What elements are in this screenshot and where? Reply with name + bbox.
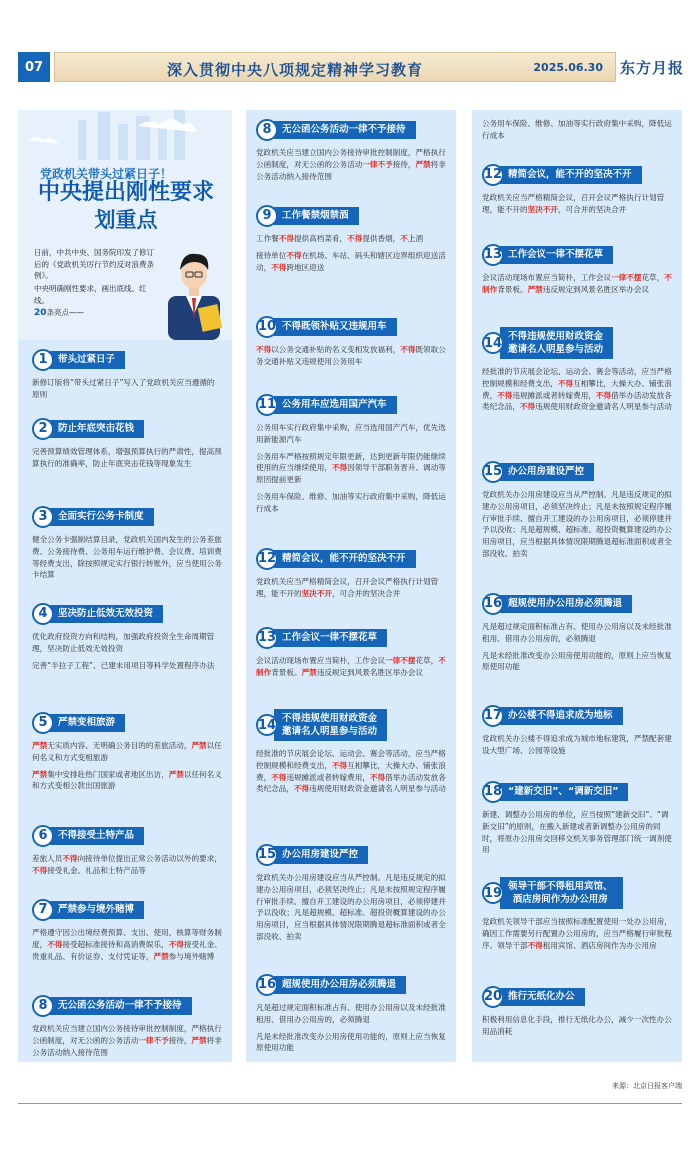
- item-3: [32, 505, 224, 581]
- intro-line: 日前，中共中央、国务院印发了修订后的《党政机关厉行节约反对浪费条例》。: [34, 248, 154, 281]
- item-number: 14: [482, 332, 504, 354]
- item-title: 无公函公务活动一律不予接待: [50, 997, 192, 1015]
- column-middle: [246, 110, 456, 1062]
- item-title: 公务用车应选用国产汽车: [274, 396, 397, 414]
- item-number: 9: [256, 205, 278, 227]
- item-title: 领导干部不得租用宾馆、 酒店房间作为办公用房: [500, 877, 623, 909]
- item-11: [256, 393, 450, 514]
- item-title: 超规使用办公用房必须腾退: [274, 976, 406, 994]
- item-title: 不得违规使用财政资金 邀请名人明星参与活动: [500, 327, 613, 359]
- item-title: 超规使用办公用房必须腾退: [500, 595, 632, 613]
- item-body: 优化政府投资方向和结构，加强政府投资全生命周期管理，坚决防止低效无效投资 完善“半拉子工程”、已建未用项目等科学处置程序办法: [32, 632, 215, 670]
- item-body: 会议活动现场布置应当简朴，工作会议一律不摆花草，不制作背景板。严禁违反规定到风景名胜区举办会议: [482, 273, 672, 294]
- item-14-repeat: [482, 326, 676, 413]
- item-number: 5: [32, 712, 54, 734]
- item-number: 19: [482, 882, 504, 904]
- item-4: [32, 602, 224, 671]
- item-body: 差旅人员不得向接待单位提出正常公务活动以外的要求，不得接受礼金、礼品和土特产品等: [32, 854, 222, 875]
- item-12: [256, 547, 450, 600]
- item-number: 13: [482, 244, 504, 266]
- item-body: 党政机关应当建立国内公务接待审批控制制度，严格执行公函制度，对无公函的公务活动一律不予接待，严禁将非公务活动纳入接待范围: [256, 148, 446, 181]
- item-16-repeat: [482, 592, 676, 673]
- item-body: 严格遵守因公出境经费预算、支出、使用、核算等财务制度，不得接受超标准接待和高消费娱乐，不得接受礼金、贵重礼品、有价证券、支付凭证等，严禁参与境外赌博: [32, 928, 222, 961]
- item-17: [482, 704, 676, 757]
- item-title: 精简会议，能不开的坚决不开: [274, 550, 416, 568]
- brand-logo: 东方月报: [620, 58, 685, 77]
- item-title: 全面实行公务卡制度: [50, 508, 154, 526]
- header-date: 2025.06.30: [533, 61, 603, 74]
- item-number: 8: [32, 995, 54, 1017]
- item-body: 完善预算绩效管理体系，增强预算执行的严肃性，提高预算执行的准确率，防止年底突击花钱等现象发生: [32, 447, 222, 468]
- item-number: 8: [256, 119, 278, 141]
- item-body: 严禁无实质内容、无明确公务目的的差旅活动，严禁以任何名义和方式变相旅游 严禁集中安排赴热门国家或者地区出访，严禁以任何名义和方式变相公款出国旅游: [32, 741, 222, 791]
- item-body: 健全公务卡强制结算目录，党政机关国内发生的公务差旅费、公务接待费、公务用车运行维护费、会议费、培训费等经费支出，除按照规定实行银行转账外，应当使用公务卡结算: [32, 535, 222, 580]
- item-title: 办公用房建设严控: [274, 846, 368, 864]
- source-credit: 来源：北京日报客户端: [612, 1082, 682, 1090]
- header-banner: [54, 52, 616, 82]
- item-body: 不得以公务交通补贴的名义变相发放福利，不得既领取公务交通补贴又违规使用公务用车: [256, 345, 446, 366]
- item-title: 防止年底突击花钱: [50, 420, 144, 438]
- item-8-left: [32, 994, 224, 1058]
- item-title: 推行无纸化办公: [500, 988, 585, 1006]
- item-title: 工作餐禁烟禁酒: [274, 207, 359, 225]
- item-number: 6: [32, 825, 54, 847]
- item-title: 办公用房建设严控: [500, 463, 594, 481]
- item-number: 15: [256, 844, 278, 866]
- item-number: 2: [32, 418, 54, 440]
- item-body: 经批准的节庆展会论坛、运动会、赛会等活动，应当严格控制规模和经费支出，不得互相攀比，大操大办、铺张浪费，不得违规摊派或者转嫁费用，不得借举办活动发放各类纪念品，不得违规使用财政资金邀请名人明星参与活动: [482, 367, 672, 412]
- item-number: 3: [32, 506, 54, 528]
- item-14: [256, 708, 450, 795]
- item-number: 7: [32, 899, 54, 921]
- intro-panel: [18, 110, 232, 340]
- item-title: 不得既领补贴又违规用车: [274, 318, 397, 336]
- item-6: [32, 824, 224, 877]
- column-right: [472, 110, 682, 1062]
- item-body: 党政机关领导干部应当按照标准配置使用一处办公用房，确因工作需要另行配置办公用房的，应当严格履行审批程序。领导干部不得租用宾馆、酒店房间作为办公用房: [482, 917, 672, 950]
- item-body: 凡是超过规定面积标准占有、使用办公用房以及未经批准租用、借用办公用房的，必须腾退 凡是未经批准改变办公用房使用功能的，原则上应当恢复原使用功能: [482, 622, 672, 672]
- item-body: 会议活动现场布置应当简朴，工作会议一律不摆花草，不制作背景板。严禁违反规定到风景名胜区举办会议: [256, 656, 446, 677]
- intro-subtitle: 划重点: [94, 208, 158, 232]
- item-20: [482, 985, 676, 1038]
- item-title: 严禁变相旅游: [50, 714, 125, 732]
- item-title: 坚决防止低效无效投资: [50, 605, 163, 623]
- item-body: 经批准的节庆展会论坛、运动会、赛会等活动，应当严格控制规模和经费支出，不得互相攀比，大操大办、铺张浪费，不得违规摊派或者转嫁费用，不得借举办活动发放各类纪念品，不得违规使用财政资金邀请名人明星参与活动: [256, 749, 446, 794]
- item-number: 11: [256, 394, 278, 416]
- intro-title: 中央提出刚性要求: [37, 180, 214, 205]
- item-15: [256, 843, 450, 943]
- item-13: [256, 626, 450, 679]
- page-header: [18, 52, 684, 82]
- header-title: 深入贯彻中央八项规定精神学习教育: [166, 61, 423, 79]
- item-12-repeat: [482, 163, 676, 216]
- item-number: 16: [256, 974, 278, 996]
- item-title: 工作会议一律不摆花草: [500, 246, 613, 264]
- item-5: [32, 711, 224, 792]
- item-title: 不得违规使用财政资金 邀请名人明星参与活动: [274, 709, 387, 741]
- item-7: [32, 898, 224, 962]
- item-body: 积极利用信息化手段，推行无纸化办公，减少一次性办公用品消耗: [482, 1015, 672, 1036]
- item-13-repeat: [482, 243, 676, 296]
- item-number: 16: [482, 593, 504, 615]
- item-9: [256, 204, 450, 273]
- item-16: [256, 973, 450, 1054]
- item-number: 1: [32, 349, 54, 371]
- item-body: 凡是超过规定面积标准占有、使用办公用房以及未经批准租用、借用办公用房的，必须腾退 凡是未经批准改变办公用房使用功能的，原则上应当恢复原使用功能: [256, 1003, 446, 1053]
- column-left: [18, 110, 232, 1062]
- item-body: 新修订版将“带头过紧日子”写入了党政机关应当遵循的原则: [32, 378, 215, 399]
- intro-line: 中央明确刚性要求，画出底线、红线。: [34, 283, 147, 305]
- item-number: 12: [256, 548, 278, 570]
- item-1: [32, 348, 224, 401]
- intro-count: 20条亮点——: [34, 308, 85, 319]
- footer-divider: [18, 1103, 682, 1104]
- official-illustration-icon: [156, 240, 232, 340]
- item-title: 工作会议一律不摆花草: [274, 629, 387, 647]
- item-number: 15: [482, 461, 504, 483]
- item-number: 18: [482, 781, 504, 803]
- item-body: 公务用车实行政府集中采购，应当选用国产汽车，优先选用新能源汽车 公务用车严格按照规定年限更新，达到更新年限仍能继续使用的应当继续使用，不得因领导干部职务晋升、调动等原因提前更新 公务用车保险、维修、加油等实行政府集中采购，降低运行成本: [256, 423, 446, 513]
- item-title: 精简会议，能不开的坚决不开: [500, 166, 642, 184]
- item-body: 党政机关应当建立国内公务接待审批控制制度，严格执行公函制度，对无公函的公务活动一律不予接待，严禁将非公务活动纳入接待范围: [32, 1024, 222, 1057]
- item-number: 17: [482, 705, 504, 727]
- item-number: 12: [482, 164, 504, 186]
- item-number: 4: [32, 603, 54, 625]
- item-number: 10: [256, 316, 278, 338]
- item-body: 新建、调整办公用房的单位，应当按照“建新交旧”、“调新交旧”的原则，在搬入新建或者新调整办公用房的同时，将原办公用房交回移交机关事务管理部门统一调剂使用: [482, 810, 672, 855]
- item-2: [32, 417, 224, 470]
- item-15-repeat: [482, 460, 676, 560]
- item-body: 党政机关办公楼不得追求成为城市地标建筑，严禁配套建设大型广场、公园等设施: [482, 734, 672, 755]
- item-8: [256, 118, 450, 182]
- item-19: [482, 876, 676, 951]
- item-title: 带头过紧日子: [50, 351, 125, 369]
- item-title: “建新交旧”、“调新交旧”: [500, 783, 628, 801]
- item-title: 严禁参与境外赌博: [50, 901, 144, 919]
- item-body: 公务用车保险、维修、加油等实行政府集中采购，降低运行成本: [482, 119, 672, 140]
- item-title: 无公函公务活动一律不予接待: [274, 121, 416, 139]
- item-title: 不得接受土特产品: [50, 827, 144, 845]
- item-body: 党政机关办公用房建设应当从严控制。凡是违反规定的拟建办公用房项目，必须坚决终止；凡是未按照规定程序履行审批手续、擅自开工建设的办公用房项目，必须停建并予以没收；凡是超规模、超标准、超投资概算建设的办公用房项目，应当根据具体情况限期腾退超标准面积或者全部没收、拍卖: [482, 490, 672, 558]
- item-18: [482, 780, 676, 856]
- item-body: 工作餐不得提供高档菜肴，不得提供香烟，不上酒 接待单位不得在机场、车站、码头和辖区边界组织迎送活动，不得跨地区迎送: [256, 234, 446, 272]
- intro-kicker: 党政机关带头过紧日子！: [40, 167, 173, 181]
- item-body: 党政机关应当严格精简会议，召开会议严格执行计划管理，能不开的坚决不开，可合并的坚决合并: [482, 193, 665, 214]
- item-body: 党政机关办公用房建设应当从严控制。凡是违反规定的拟建办公用房项目，必须坚决终止；凡是未按照规定程序履行审批手续、擅自开工建设的办公用房项目，必须停建并予以没收；凡是超规模、超标准、超投资概算建设的办公用房项目，应当根据具体情况限期腾退超标准面积或者全部没收、拍卖: [256, 873, 446, 941]
- intro-text: [34, 247, 154, 322]
- item-number: 20: [482, 986, 504, 1008]
- item-10: [256, 315, 450, 368]
- item-body: 党政机关应当严格精简会议，召开会议严格执行计划管理，能不开的坚决不开，可合并的坚决合并: [256, 577, 439, 598]
- item-11-continued: [482, 118, 676, 142]
- page-number: 07: [18, 52, 50, 82]
- item-number: 14: [256, 714, 278, 736]
- item-title: 办公楼不得追求成为地标: [500, 707, 623, 725]
- item-number: 13: [256, 627, 278, 649]
